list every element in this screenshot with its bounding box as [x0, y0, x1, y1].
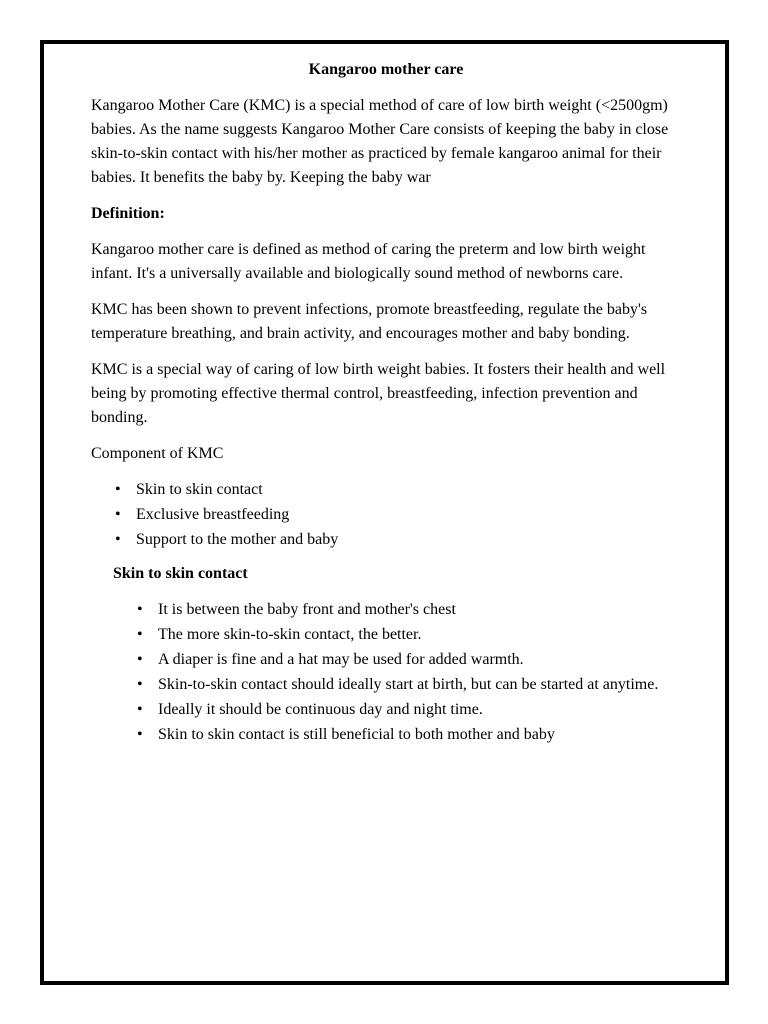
list-item: • The more skin-to-skin contact, the better. — [158, 623, 681, 646]
definition-heading: Definition: — [91, 205, 165, 222]
document-body — [91, 58, 681, 757]
care-paragraph: KMC is a special way of caring of low birth weight babies. It fosters their health and well being by promoting effective thermal control, breastfeeding, infection prevention and bonding. — [91, 361, 666, 426]
list-item: • Exclusive breastfeeding — [136, 503, 681, 526]
list-item: • Skin-to-skin contact should ideally start at birth, but can be started at anytime. — [158, 673, 681, 696]
skin-contact-heading: Skin to skin contact — [113, 565, 248, 582]
list-item: • It is between the baby front and mother's chest — [158, 598, 681, 621]
intro-paragraph: Kangaroo Mother Care (KMC) is a special method of care of low birth weight (<2500gm) babies. As the name suggests Kangaroo Mother Care consists of keeping the baby in close skin-to-skin contact with his/her mother as practiced by female kangaroo animal for their babies. It benefits the baby by. Keeping the baby war — [91, 97, 669, 186]
list-item: • Skin to skin contact — [136, 478, 681, 501]
list-item: • Ideally it should be continuous day and night time. — [158, 698, 681, 721]
list-item: • Skin to skin contact is still beneficial to both mother and baby — [158, 723, 681, 746]
benefits-paragraph: KMC has been shown to prevent infections, promote breastfeeding, regulate the baby's temperature breathing, and brain activity, and encourages mother and baby bonding. — [91, 301, 648, 342]
skin-contact-list — [91, 598, 681, 746]
components-label: Component of KMC — [91, 445, 224, 462]
components-list — [91, 478, 681, 551]
definition-paragraph: Kangaroo mother care is defined as method of caring the preterm and low birth weight infant. It's a universally available and biologically sound method of newborns care. — [91, 241, 646, 282]
list-item: • Support to the mother and baby — [136, 528, 681, 551]
list-item: • A diaper is fine and a hat may be used for added warmth. — [158, 648, 681, 671]
document-title: Kangaroo mother care — [308, 61, 464, 78]
